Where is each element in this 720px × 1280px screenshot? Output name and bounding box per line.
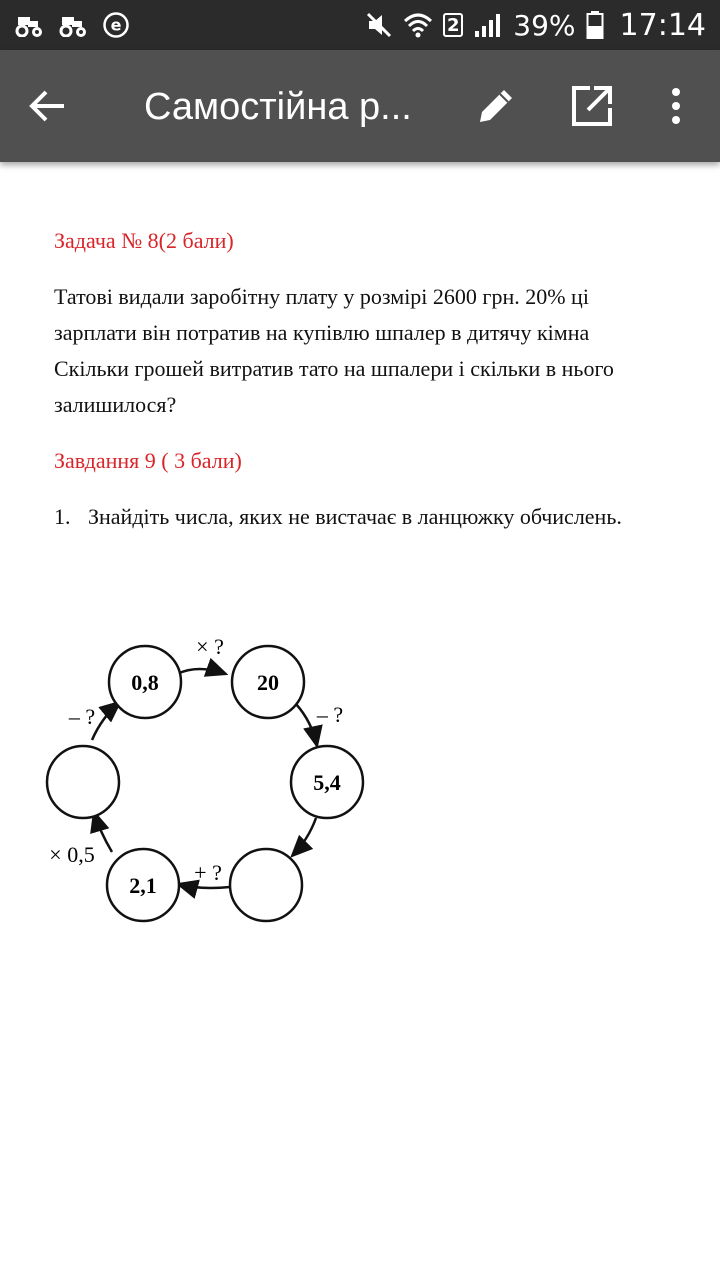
- edit-pencil-icon[interactable]: [474, 84, 518, 128]
- chain-node: [107, 849, 179, 921]
- node-value: 2,1: [129, 873, 157, 898]
- node-value: 0,8: [131, 670, 159, 695]
- operation-label: – ?: [68, 704, 96, 729]
- chain-node: [47, 746, 119, 818]
- operation-label: × 0,5: [49, 842, 95, 867]
- sim-badge: 2: [443, 13, 463, 37]
- svg-text:e: e: [110, 15, 122, 35]
- e-icon: [102, 11, 130, 39]
- connector-arrow: [92, 702, 120, 740]
- document-title: Самостійна р...: [144, 86, 412, 128]
- status-bar: [0, 0, 720, 50]
- task8-line: Татові видали заробітну плату у розмірі 2600 грн. 20% ці: [54, 284, 589, 309]
- task9-item-number: 1.: [54, 504, 71, 529]
- battery-percent: 39%: [513, 8, 576, 42]
- open-external-icon[interactable]: [570, 84, 614, 128]
- calculation-chain-diagram: [30, 622, 390, 942]
- task8-line: Скільки грошей витратив тато на шпалери і скільки в нього: [54, 356, 614, 381]
- battery-icon: [586, 10, 604, 40]
- node-value: 5,4: [313, 770, 341, 795]
- task9-item-text: Знайдіть числа, яких не вистачає в ланцюжку обчислень.: [88, 504, 622, 529]
- app-bar: [0, 50, 720, 162]
- connector-arrow: [296, 704, 317, 746]
- task8-line: зарплати він потратив на купівлю шпалер в дитячу кімна: [54, 320, 590, 345]
- tractor-icon: [58, 13, 88, 37]
- clock: 17:14: [619, 7, 706, 43]
- task8-line: залишилося?: [54, 392, 177, 417]
- operation-label: × ?: [196, 634, 224, 659]
- task8-heading: Задача № 8(2 бали): [54, 228, 234, 253]
- back-arrow-icon[interactable]: [26, 84, 70, 128]
- connector-arrow: [292, 818, 316, 856]
- task9-heading: Завдання 9 ( 3 бали): [54, 448, 242, 473]
- operation-label: + ?: [194, 860, 222, 885]
- connector-arrow: [177, 669, 226, 674]
- operation-label: – ?: [316, 702, 344, 727]
- chain-node: [109, 646, 181, 718]
- chain-node: [230, 849, 302, 921]
- connector-arrow: [94, 812, 112, 852]
- chain-node: [232, 646, 304, 718]
- task9-item: [54, 504, 622, 530]
- tractor-icon: [14, 13, 44, 37]
- mute-icon: [365, 11, 393, 39]
- more-vert-icon[interactable]: [656, 84, 696, 128]
- chain-node: [291, 746, 363, 818]
- wifi-icon: [403, 11, 433, 39]
- node-value: 20: [257, 670, 279, 695]
- signal-icon: [473, 11, 503, 39]
- document-page: [0, 162, 720, 1280]
